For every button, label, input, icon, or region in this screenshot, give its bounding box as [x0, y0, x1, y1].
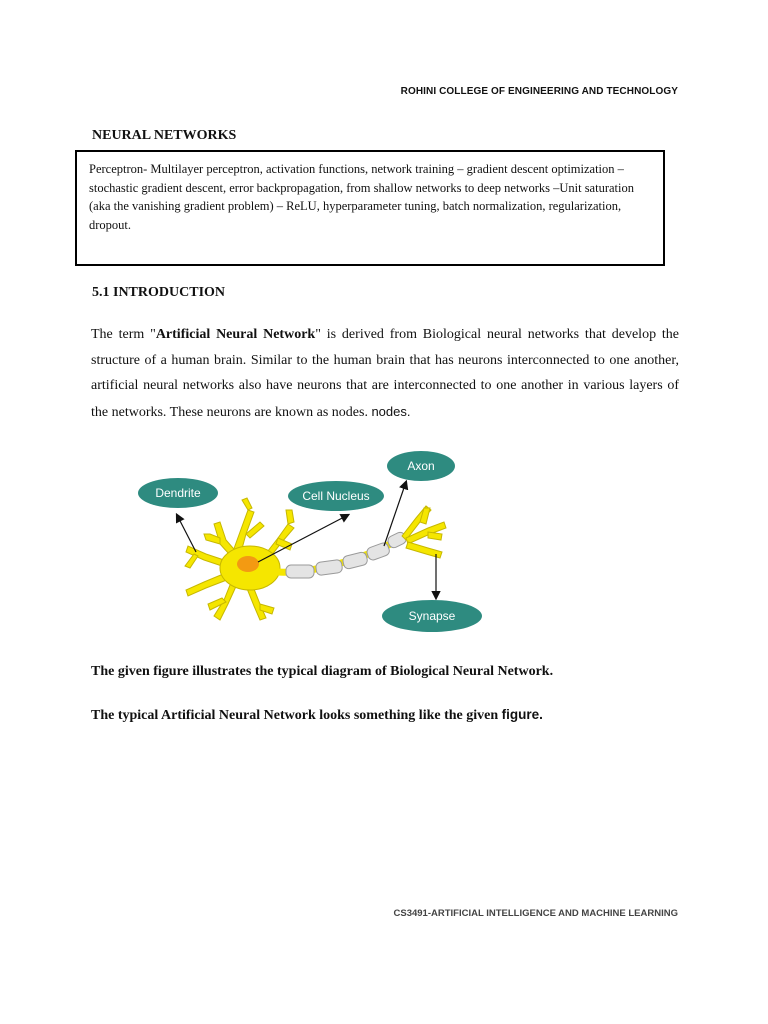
neuron-diagram: [128, 448, 488, 638]
course-footer: CS3491-ARTIFICIAL INTELLIGENCE AND MACHINE LEARNING: [393, 908, 678, 919]
label-axon: [387, 451, 455, 481]
figure-caption-artificial: [91, 707, 543, 724]
intro-body: " is derived from Biological neural networks that develop the structure of a human brain. Similar to the human brain that has neurons interconnected to one another, artificial neural networks also have neurons that are interconnected to one another in various layers of the networks. These neurons are known as nodes.: [91, 327, 680, 420]
nucleus-shape: [237, 556, 259, 572]
intro-prefix: The term ": [91, 327, 156, 342]
label-dendrite: [138, 478, 218, 508]
intro-paragraph: [91, 322, 679, 425]
svg-text:Synapse: Synapse: [408, 609, 456, 623]
svg-text:Axon: Axon: [407, 459, 435, 473]
syllabus-box: [75, 150, 665, 266]
svg-text:Cell Nucleus: Cell Nucleus: [302, 489, 370, 503]
section-heading: 5.1 INTRODUCTION: [92, 285, 226, 300]
label-cell-nucleus: [288, 481, 384, 511]
caption-word: figure.: [501, 707, 543, 722]
college-header: ROHINI COLLEGE OF ENGINEERING AND TECHNOLOGY: [400, 86, 678, 97]
arrow-dendrite: [177, 515, 196, 552]
figure-caption-biological: The given figure illustrates the typical diagram of Biological Neural Network.: [91, 664, 554, 679]
intro-term: Artificial Neural Network: [155, 327, 316, 342]
page-title: NEURAL NETWORKS: [92, 128, 237, 143]
caption-main: The typical Artificial Neural Network looks something like the given: [91, 708, 502, 723]
syllabus-text: Perceptron- Multilayer perceptron, activation functions, network training – gradient descent optimization – stochastic gradient descent, error backpropagation, from shallow networks to deep networks –Unit saturation (aka the vanishing gradient problem) – ReLU, hyperparameter tuning, batch normalization, regularization, dropout.: [89, 162, 634, 232]
svg-text:Dendrite: Dendrite: [155, 486, 201, 500]
axon-terminals: [402, 506, 446, 558]
label-synapse: [382, 600, 482, 632]
intro-suffix: nodes.: [371, 403, 411, 419]
arrow-nucleus: [258, 515, 348, 562]
